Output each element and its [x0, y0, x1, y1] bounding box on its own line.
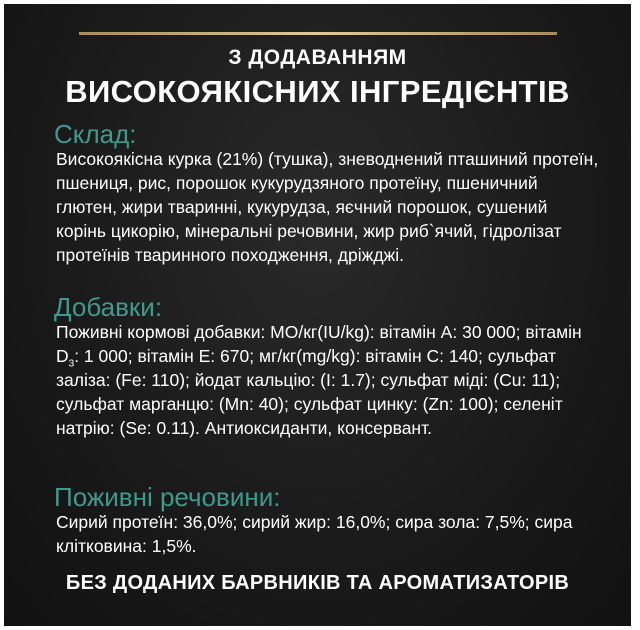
- gold-divider-line: [79, 32, 557, 35]
- footer-statement: БЕЗ ДОДАНИХ БАРВНИКІВ ТА АРОМАТИЗАТОРІВ: [65, 572, 570, 594]
- vitamin-d-subscript: 3: [68, 358, 75, 370]
- additives-text-part1: Поживні кормові добавки: МО/кг(IU/kg): вітамін А: 30 000; вітамін D: [56, 322, 582, 366]
- additives-text-part2: : 1 000; вітамін Е: 670; мг/кг(mg/kg): вітамін С: 140; сульфат заліза: (Fe: 110); йодат кальцію: (I: 1.7); сульфат міді: (Cu: 11); сульфат марганцю: (Mn: 40); сульфат цинку: (Zn: 100); селеніт натрію: (Se: 0.11). Антиоксиданти, консервант.: [56, 346, 563, 438]
- label-panel: [4, 4, 631, 626]
- headline-title: ВИСОКОЯКІСНИХ ІНГРЕДІЄНТІВ: [65, 74, 570, 109]
- additives-text: [56, 320, 601, 440]
- additives-title: Добавки:: [54, 292, 163, 322]
- nutrients-title: Поживні речовини:: [54, 482, 281, 512]
- nutrients-text: Сирий протеїн: 36,0%; сирий жир: 16,0%; сира зола: 7,5%; сира клітковина: 1,5%.: [56, 512, 573, 556]
- headline-subtitle: З ДОДАВАННЯМ: [228, 46, 407, 69]
- composition-title: Склад:: [54, 119, 137, 149]
- composition-text: Високоякісна курка (21%) (тушка), зневоднений пташиний протеїн, пшениця, рис, порошок кукурудзяного протеїну, пшеничний глютен, жири тваринні, кукурудза, яєчний порошок, сушений корінь цикорію, мінеральні речовини, жир риб`ячий, гідролізат протеїнів тваринного походження, дріжджі.: [56, 149, 599, 265]
